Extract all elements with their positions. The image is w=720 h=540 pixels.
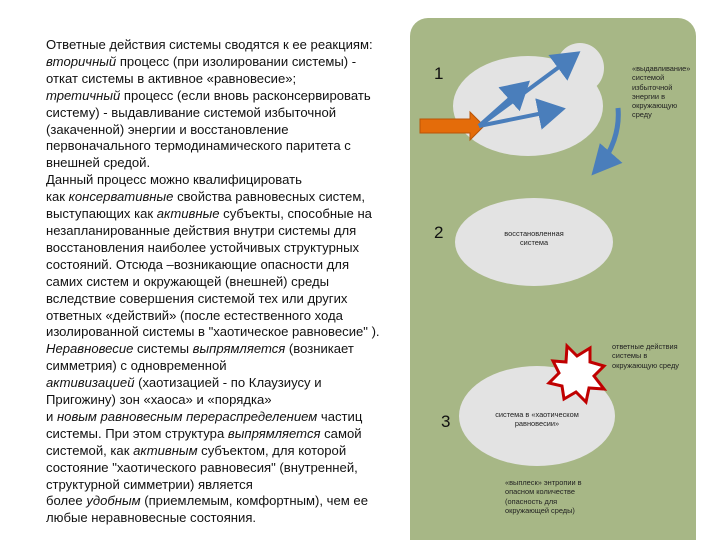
text-emphasis: активные — [156, 206, 220, 222]
stage-number-1: 1 — [434, 64, 444, 83]
text-line: и — [46, 408, 57, 424]
text-emphasis: Неравновесие — [46, 341, 134, 357]
text-emphasis: активным — [133, 442, 198, 458]
text-line: более — [46, 493, 87, 509]
text-line: выступающих как — [46, 206, 157, 222]
text-line: как — [46, 189, 69, 205]
text-line: свойства равновесных систем, — [173, 189, 365, 205]
stage-number-2: 2 — [434, 223, 444, 242]
text-line: процесс (при изолировании системы) - — [116, 53, 357, 69]
chaos-system-label: система в «хаотическом равновесии» — [495, 410, 579, 429]
text-line: Ответные действия системы сводятся к ее реакциям: — [46, 37, 373, 52]
stage-number-3: 3 — [441, 412, 451, 431]
text-line: самой — [320, 425, 362, 441]
text-emphasis: выпрямляется — [227, 425, 321, 441]
text-emphasis: консервативные — [68, 189, 174, 205]
text-line: (хаотизацией - по Клаузиусу и — [134, 375, 322, 391]
text-emphasis: третичный — [46, 87, 121, 103]
text-line: первоначального термодинамического паритета с — [46, 138, 351, 154]
text-line: самих систем и окружающей (внешней) среды — [46, 273, 330, 289]
text-emphasis: удобным — [86, 493, 141, 509]
text-line: симметрия) с одновременной — [46, 358, 227, 374]
input-energy-arrow — [420, 112, 484, 140]
text-line: (закаченной) энергии и восстановление — [46, 121, 289, 137]
text-line: субъектом, для которой — [197, 442, 347, 458]
text-line: субъекты, способные на — [219, 206, 372, 222]
text-line: структурной симметрии) является — [46, 476, 253, 492]
text-line: откат системы в активное «равновесие»; — [46, 70, 297, 86]
text-line: изолированной системы в "хаотическое равновесие" ). — [46, 324, 380, 340]
text-line: системой, как — [46, 442, 134, 458]
text-line: незапланированные действия внутри системы для — [46, 222, 357, 238]
text-emphasis: новым равновесным перераспределением — [56, 408, 318, 424]
text-emphasis: активизацией — [46, 375, 135, 391]
text-line: любые неравновесные состояния. — [46, 510, 257, 526]
text-line: вследствие совершения системой тех или других — [46, 290, 348, 306]
text-line: состояние "хаотического равновесия" (внутренней, — [46, 459, 358, 475]
text-line: частиц — [317, 408, 363, 424]
response-note: ответные действия системы в окружающую среду — [612, 342, 679, 370]
text-line: (возникает — [285, 341, 354, 357]
text-line: системы. При этом структура — [46, 425, 228, 441]
text-line: ответных «действий» (после естественного хода — [46, 307, 343, 323]
text-line: процесс (если вновь расконсервировать — [120, 87, 371, 103]
text-line: внешней средой. — [46, 155, 151, 171]
text-line: (приемлемым, комфортным), чем ее — [140, 493, 368, 509]
text-line: Пригожину) зон «хаоса» и «порядка» — [46, 392, 272, 408]
text-line: систему) - выдавливание системой избыточной — [46, 104, 337, 120]
text-emphasis: выпрямляется — [192, 341, 286, 357]
entropy-note: «выплеск» энтропии в опасном количестве (опасность для окружающей среды) — [505, 478, 582, 515]
restored-system-label: восстановленная система — [504, 229, 564, 248]
system-1-bulge — [556, 43, 604, 93]
text-line: состояний. Отсюда –возникающие опасности для — [46, 256, 350, 272]
text-line: системы — [133, 341, 193, 357]
text-line: Данный процесс можно квалифицировать — [46, 172, 302, 188]
text-line: восстановления наиболее устойчивых структурных — [46, 239, 360, 255]
text-emphasis: вторичный — [46, 53, 117, 69]
squeeze-note: «выдавливание» системой избыточной энергии в окружающую среду — [632, 64, 691, 120]
